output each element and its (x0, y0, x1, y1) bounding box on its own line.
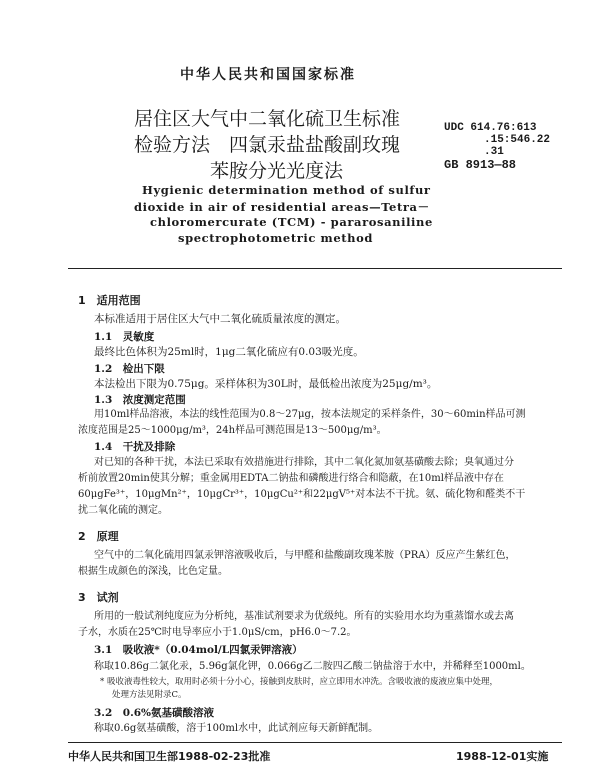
s1-4-text4: 扰二氧化硫的测定。 (78, 505, 168, 516)
implementation-date: 1988-12-01实施 (456, 750, 549, 763)
s1-4-heading: 1.4 干扰及排除 (94, 441, 176, 453)
approval-date: 中华人民共和国卫生部1988-02-23批准 (68, 750, 271, 763)
s1-4-text3: 60μgFe³⁺，10μgMn²⁺，10μgCr³⁺，10μgCu²⁺和22μgV⁵⁺对本法不干扰。氨、硫化物和醛类不干 (78, 489, 526, 500)
section2-text2: 根据生成颜色的深浅，比色定量。 (78, 566, 228, 577)
s1-3-text1: 用10ml样品溶液，本法的线性范围为0.8～27μg，按本法规定的采样条件，30～60min样品可测 (94, 409, 526, 420)
title-en-line1: Hygienic determination method of sulfur (142, 183, 431, 197)
bottom-rule (68, 742, 562, 743)
s3-1-note2: 处理方法见附录C。 (112, 690, 187, 700)
s1-1-heading: 1.1 灵敏度 (94, 331, 155, 343)
s1-4-text2: 析前放置20min使其分解；重金属用EDTA二钠盐和磷酸进行络合和隐蔽，在10ml样品液中存在 (78, 473, 504, 484)
top-rule (68, 268, 562, 269)
udc-line3: .31 (484, 146, 504, 158)
national-standard-header: 中华人民共和国国家标准 (180, 67, 356, 83)
s1-2-text: 本法检出下限为0.75μg。采样体积为30L时，最低检出浓度为25μg/m³。 (94, 378, 438, 390)
udc-line1: UDC 614.76:613 (444, 122, 537, 134)
section3-text1: 所用的一般试剂纯度应为分析纯，基准试剂要求为优级纯。所有的实验用水均为重蒸馏水或去离 (94, 611, 514, 622)
title-cn-line1: 居住区大气中二氧化硫卫生标准 (134, 108, 401, 130)
s1-4-text1: 对已知的各种干扰，本法已采取有效措施进行排除，其中二氧化氮加氨基磺酸去除；臭氧通过分 (94, 457, 514, 468)
section2-heading: 2 原理 (78, 530, 119, 543)
udc-line2: .15:546.22 (484, 134, 551, 146)
section3-heading: 3 试剂 (78, 591, 119, 604)
section1-heading: 1 适用范围 (78, 294, 141, 307)
section1-intro: 本标准适用于居住区大气中二氧化硫质量浓度的测定。 (94, 313, 346, 325)
title-en-line3: chloromercurate (TCM) - pararosaniline (150, 215, 433, 229)
s1-3-text2: 浓度范围是25～1000μg/m³，24h样品可测范围是13～500μg/m³。 (78, 425, 387, 436)
title-en-line2: dioxide in air of residential areas—Tetra－ (134, 200, 430, 214)
s1-1-text: 最终比色体积为25ml时，1μg二氧化硫应有0.03吸光度。 (94, 346, 364, 358)
s1-3-heading: 1.3 浓度测定范围 (94, 394, 186, 406)
s3-2-heading: 3.2 0.6%氨基磺酸溶液 (94, 707, 215, 719)
title-cn-line3: 苯胺分光光度法 (210, 160, 344, 182)
s3-1-heading: 3.1 吸收液*（0.04mol/L四氯汞钾溶液） (94, 644, 303, 656)
s3-1-text: 称取10.86g二氯化汞，5.96g氯化钾，0.066g乙二胺四乙酸二钠盐溶于水中，并稀释至1000ml。 (94, 661, 531, 672)
s3-1-note1: * 吸收液毒性较大，取用时必须十分小心，接触到皮肤时，应立即用水冲洗。含吸收液的废液应集中处理， (100, 677, 498, 687)
title-cn-line2: 检验方法 四氯汞盐盐酸副玫瑰 (134, 134, 401, 156)
section2-text1: 空气中的二氧化硫用四氯汞钾溶液吸收后，与甲醛和盐酸副玫瑰苯胺（PRA）反应产生紫红色， (94, 550, 516, 561)
s1-2-heading: 1.2 检出下限 (94, 363, 165, 375)
section3-text2: 子水，水质在25℃时电导率应小于1.0μS/cm，pH6.0～7.2。 (78, 627, 357, 638)
s3-2-text: 称取0.6g氨基磺酸，溶于100ml水中，此试剂应每天新鲜配制。 (94, 723, 379, 734)
gb-number: GB 8913—88 (444, 158, 517, 172)
title-en-line4: spectrophotometric method (178, 231, 374, 245)
